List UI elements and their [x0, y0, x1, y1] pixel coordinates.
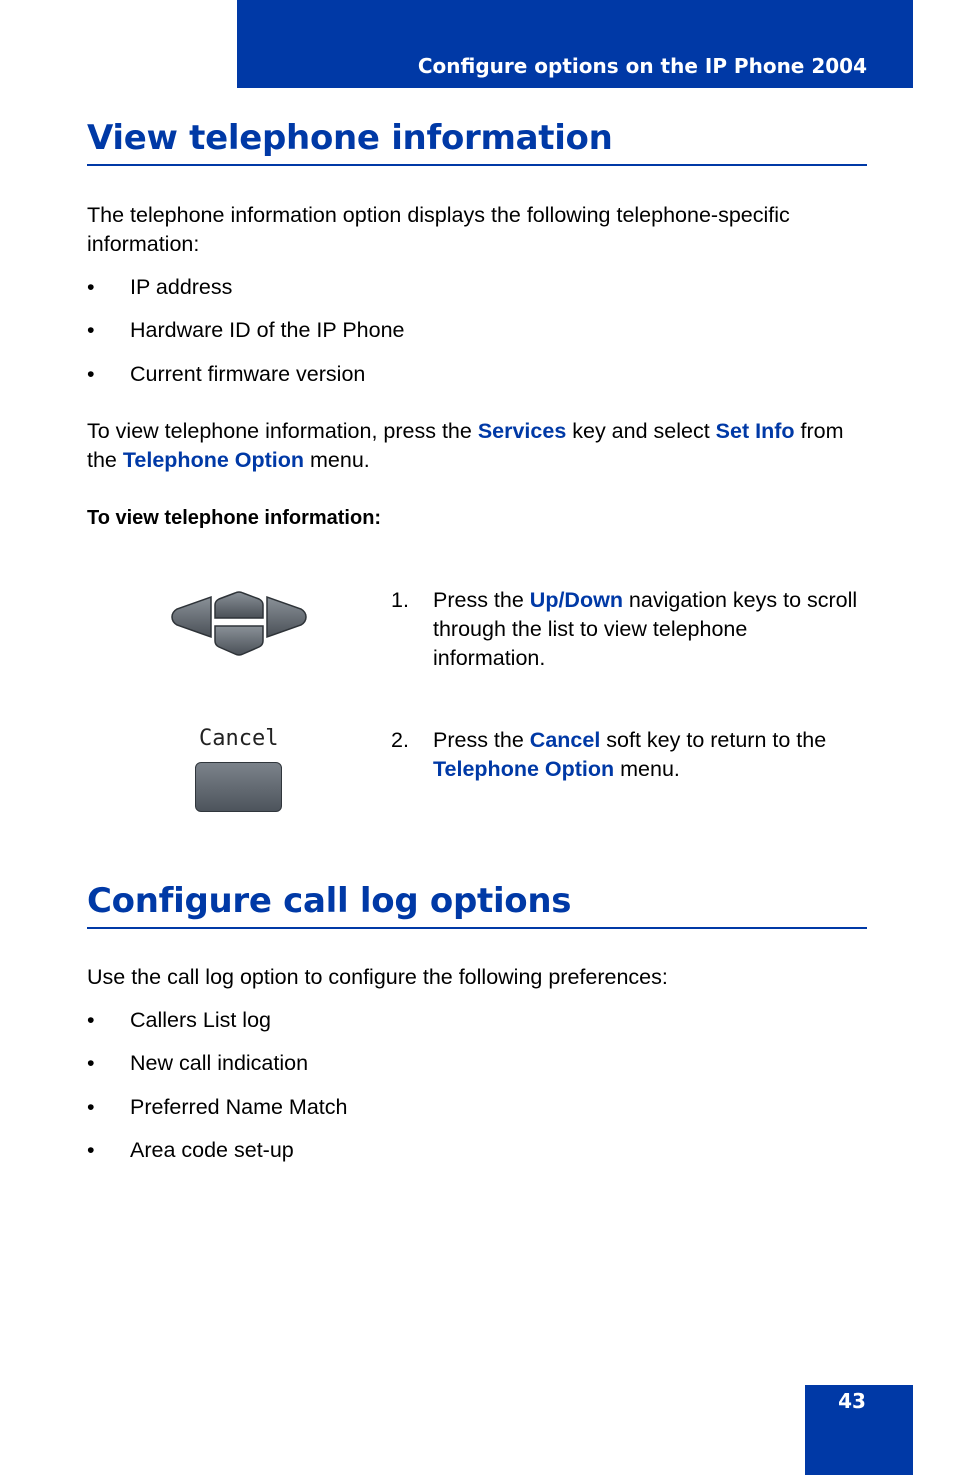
menu-name-telephone-option: Telephone Option	[433, 757, 615, 781]
bullet-item: • Callers List log	[87, 1008, 271, 1032]
key-name-cancel: Cancel	[529, 728, 601, 752]
running-header-title: Configure options on the IP Phone 2004	[417, 54, 867, 78]
intro-paragraph: The telephone information option displays the following telephone-specific information:	[87, 203, 790, 256]
bullet-item: • Hardware ID of the IP Phone	[87, 318, 405, 342]
header-bar	[237, 0, 913, 88]
procedure-heading: To view telephone information:	[87, 507, 382, 529]
step-2: 2. Press the Cancel soft key to return to the Telephone Option menu.	[391, 728, 827, 781]
section-heading-view-telephone-information: View telephone information	[87, 118, 867, 166]
bullet-item: • Current firmware version	[87, 362, 366, 386]
intro-paragraph: Use the call log option to configure the following preferences:	[87, 965, 668, 989]
page-number: 43	[838, 1389, 866, 1413]
bullet-item: • IP address	[87, 275, 233, 299]
key-name-services: Services	[477, 419, 567, 443]
menu-item-set-info: Set Info	[715, 419, 795, 443]
bullet-item: • Area code set-up	[87, 1138, 294, 1162]
soft-key-label-cancel: Cancel	[199, 726, 279, 751]
section-heading-configure-call-log-options: Configure call log options	[87, 881, 867, 929]
instruction-paragraph: To view telephone information, press the Services key and select Set Info from the Telephone Option menu.	[87, 419, 844, 472]
key-name-up-down: Up/Down	[529, 588, 623, 612]
step-1: 1. Press the Up/Down navigation keys to scroll through the list to view telephone information.	[391, 588, 858, 670]
bullet-item: • Preferred Name Match	[87, 1095, 348, 1119]
navigation-keys-icon	[171, 591, 307, 657]
page-number-box	[805, 1385, 913, 1475]
soft-key-icon	[195, 762, 282, 812]
bullet-item: • New call indication	[87, 1051, 309, 1075]
menu-name-telephone-option: Telephone Option	[122, 448, 305, 472]
